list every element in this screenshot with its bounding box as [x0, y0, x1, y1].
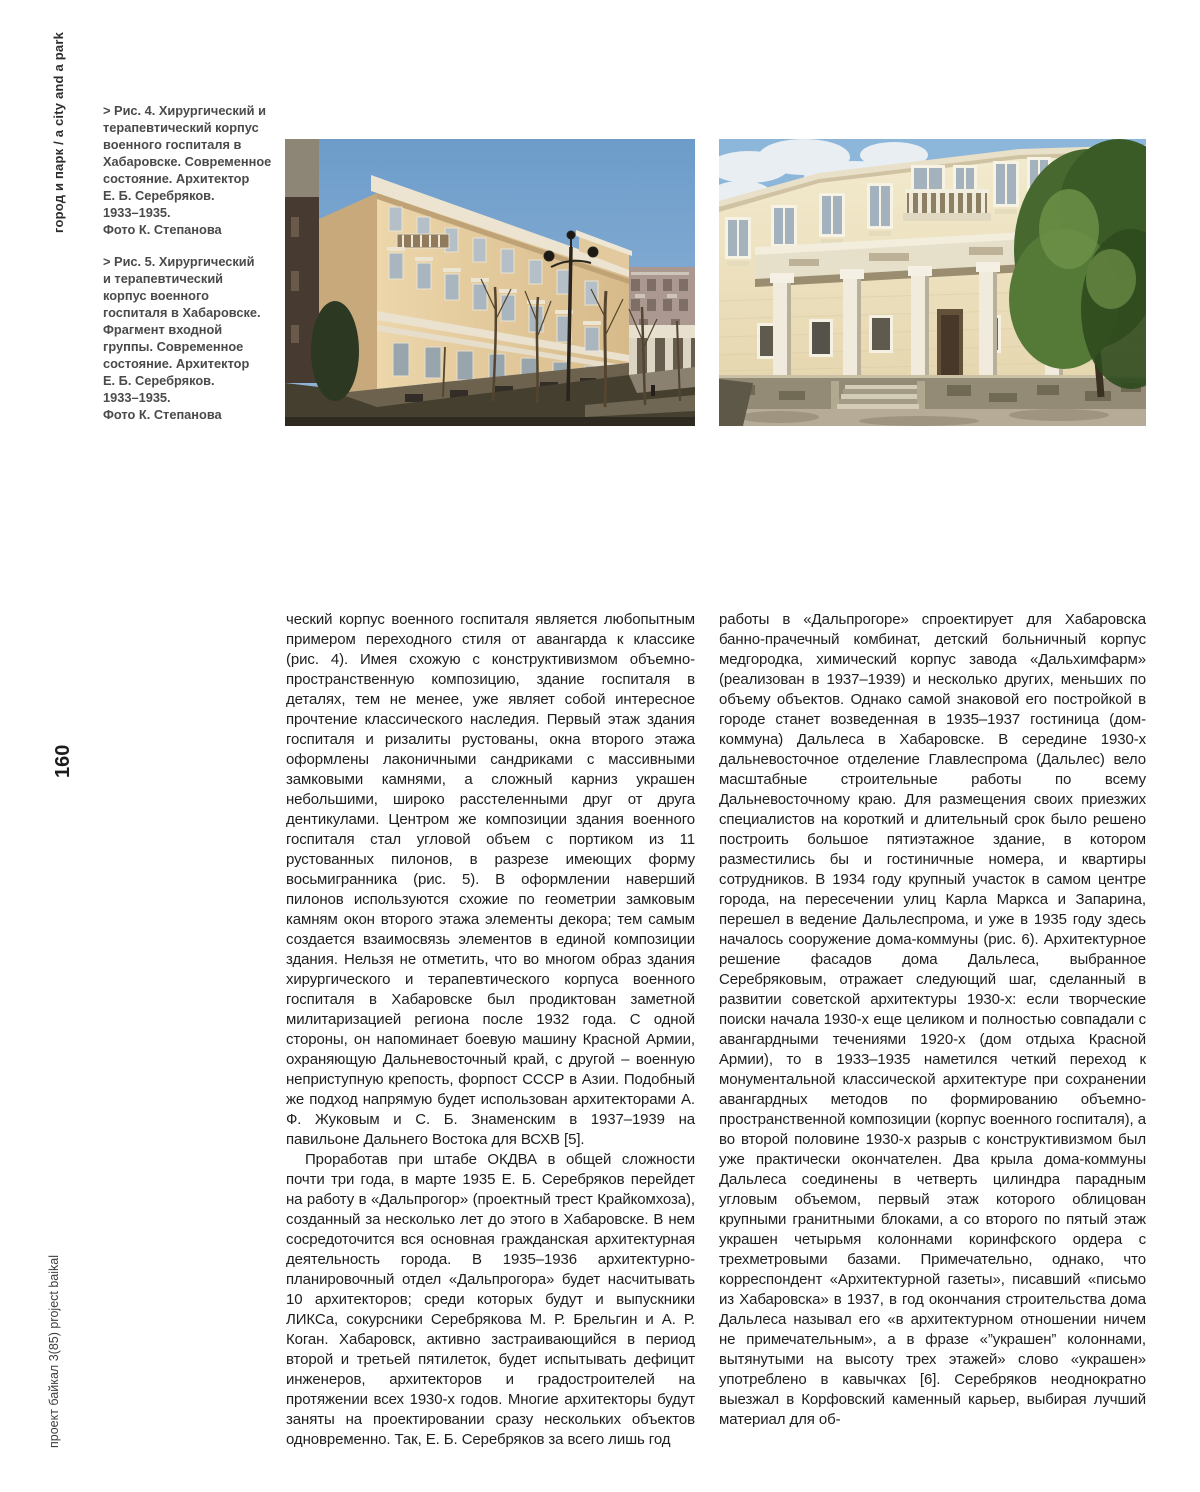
body-column-left [286, 610, 695, 1450]
body-paragraph: ческий корпус военного госпиталя является любопытным примером переходного стиля от авангарда к классике (рис. 4). Имея схожую с конструктивизмом объемно-пространственную композицию, здание госпиталя в деталях, тем не менее, уже являет собой интересное прочтение классического наследия. Первый этаж здания госпиталя и ризалиты рустованы, окна второго этажа оформлены лаконичными сандриками с массивными замковыми камнями, а сложный карниз украшен небольшими, широко расстеленными друг от друга дентикулами. Центром же композиции здания военного госпиталя стал угловой объем с портиком из 11 рустованных пилонов, в разрезе имеющих форму восьмигранника (рис. 5). В оформлении наверший пилонов используются схожие по геометрии замковым камням окон второго этажа элементы декора; тем самым создается взаимосвязь элементов в единой композиции здания. Нельзя не отметить, что во многом образ здания хирургического и терапевтического корпуса военного госпиталя в Хабаровске был продиктован заметной милитаризацией региона после 1932 года. С одной стороны, он напоминает боевую машину Красной Армии, охраняющую Дальневосточный край, с другой – военную неприступную крепость, форпост СССР в Азии. Подобный же подход напрямую будет использован архитекторами А. Ф. Жуковым и С. Б. Знаменским в 1937–1939 на павильоне Дальнего Востока для ВСХВ [5]. [286, 611, 695, 1148]
body-paragraph: работы в «Дальпрогоре» спроектирует для Хабаровска банно-прачечный комбинат, детский больничный корпус медгородка, химический корпус завода «Дальхимфарм» (реализован в 1937–1939) и несколько других, меньших по объему объектов. Однако самой знаковой его постройкой в городе станет возведенная в 1935–1937 гостиница (дом-коммуна) Дальлеса в Хабаровске. В середине 1930-х дальневосточное отделение Главлеспрома (Дальлес) вело масштабные строительные работы по всему Дальневосточному краю. Для размещения своих приезжих специалистов на короткий и длительный срок было решено построить большое пятиэтажное здание, в котором разместились бы и гостиничные номера, и квартиры сотрудников. В 1934 году крупный участок в самом центре города, на пересечении улиц Карла Маркса и Запарина, перешел в ведение Дальлеспрома, и уже в 1935 году здесь началось сооружение дома-коммуны (рис. 6). Архитектурное решение фасадов дома Дальлеса, выбранное Серебряковым, отражает следующий шаг, сделанный в развитии советской архитектуры 1930-х: если творческие поиски начала 1930-х еще целиком и полностью совпадали с авангардными течениями 1920-х (дом отдыха Красной Армии), то в 1933–1935 наметился четкий переход к монументальной классической архитектуре при сохранении авангардных методов по формированию объемно-пространственной композиции (корпус военного госпиталя), а во второй половине 1930-х разрыв с конструктивизмом был уже практически окончателен. Два крыла дома-коммуны Дальлеса соединены в четверть цилиндра парадным угловым объемом, первый этаж которого облицован крупными гранитными блоками, а со второго по пятый этаж украшен четырьмя колоннами коринфского ордера с трехметровыми базами. Примечательно, однако, что корреспондент «Архитектурной газеты», писавший «письмо из Хабаровска» в 1937, в год окончания строительства дома Дальлеса называл его «в архитектурном отношении ничем не примечательным», а в фразе «”украшен” колоннами, вытянутыми на высоту трех этажей» слово «украшен» употреблено в кавычках [6]. Серебряков неоднократно выезжал в Корфовский каменный карьер, выбирая лучший материал для об- [719, 611, 1146, 1428]
section-label: город и парк / a city and a park [51, 31, 66, 233]
figure-4-caption: > Рис. 4. Хирургический и терапевтический корпус военного госпиталя в Хабаровске. Современное состояние. Архитектор Е. Б. Серебряков. 1933–1935. Фото К. Степанова [103, 103, 272, 237]
body-column-right [719, 610, 1146, 1430]
hospital-building-photo [285, 139, 695, 426]
figure-5-photo [719, 139, 1146, 426]
hospital-entrance-photo [719, 139, 1146, 426]
body-paragraph: Проработав при штабе ОКДВА в общей сложности почти три года, в марте 1935 Е. Б. Серебряков перейдет на работу в «Дальпрогор» (проектный трест Крайкомхоза), созданный за несколько лет до этого в Хабаровске. В нем сосредоточится вся основная гражданская архитектурная деятельность города. В 1935–1936 архитектурно-планировочный отдел «Дальпрогора» будет насчитывать 10 архитекторов; среди которых будут и выпускники ЛИКСа, сокурсники Серебрякова М. Р. Брельгин и А. Р. Коган. Хабаровск, активно застраивающийся в период второй и третьей пятилеток, будет испытывать дефицит инженеров, архитекторов и градостроителей на протяжении всех 1930-х годов. Многие архитекторы будут заняты на проектировании сразу нескольких объектов одновременно. Так, Е. Б. Серебряков за всего лишь год [286, 1151, 695, 1448]
figure-5-caption: > Рис. 5. Хирургический и терапевтический корпус военного госпиталя в Хабаровске. Фрагмент входной группы. Современное состояние. Архитектор Е. Б. Серебряков. 1933–1935. Фото К. Степанова [103, 254, 261, 422]
figure-4-photo [285, 139, 695, 426]
journal-label: проект байкал 3(85) project baikal [47, 1254, 61, 1448]
page-number: 160 [52, 744, 74, 778]
